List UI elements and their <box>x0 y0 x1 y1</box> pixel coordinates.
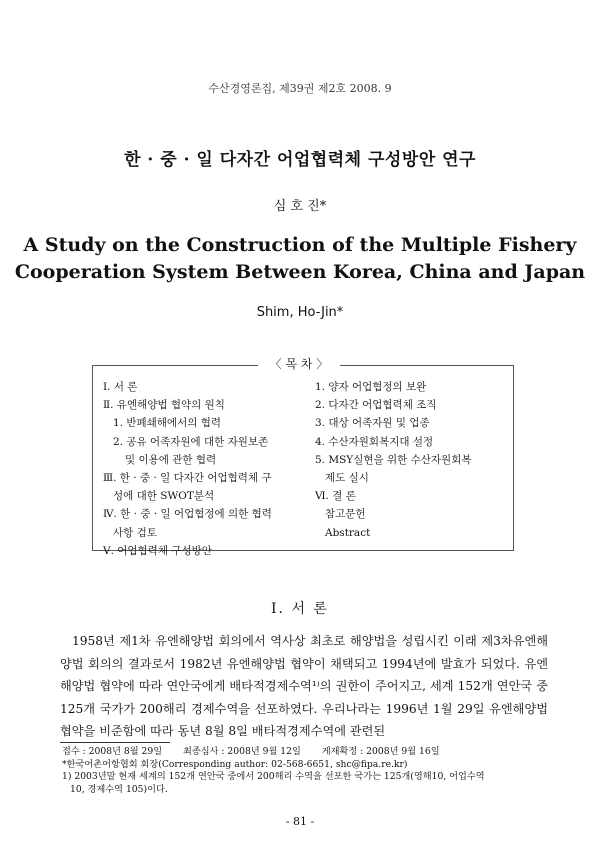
paper-title-korean: 한 · 중 · 일 다자간 어업협력체 구성방안 연구 <box>124 150 476 170</box>
toc-item: 성에 대한 SWOT분석 <box>113 490 215 503</box>
toc-item: 2. 공유 어족자원에 대한 자원보존 <box>113 435 269 448</box>
toc-item: 4. 수산자원회복지대 설정 <box>315 435 434 448</box>
corresponding-author: *한국어촌어항협회 회장(Corresponding author: 02-568-6651, shc@fipa.re.kr) <box>62 758 408 770</box>
toc-item: Ⅲ. 한 · 중 · 일 다자간 어업협력체 구 <box>103 472 272 485</box>
toc-item: Ⅵ. 결 론 <box>315 490 356 503</box>
toc-item: 1. 반폐쇄해에서의 협력 <box>113 417 221 430</box>
author-english: Shim, Ho-Jin* <box>256 305 344 320</box>
toc-right-column <box>315 378 510 542</box>
accepted-date: 게재확정 : 2008년 9월 16일 <box>321 746 440 757</box>
toc-item: Ⅰ. 서 론 <box>103 381 138 393</box>
toc-item: 사항 검토 <box>113 526 157 539</box>
received-date: 접수 : 2008년 8월 29일 <box>62 746 163 757</box>
review-date: 최종심사 : 2008년 9월 12일 <box>183 746 301 757</box>
submission-dates <box>62 746 552 759</box>
footnote-1: 1) 2003년말 현재 세계의 152개 연안국 중에서 200해리 수역을 선포한 국가는 125개(영해10, 어업수역 <box>62 771 485 783</box>
footnote-1-continued: 10, 경제수역 105)이다. <box>70 783 168 795</box>
toc-item: Ⅳ. 한 · 중 · 일 어업협정에 의한 협력 <box>103 508 272 521</box>
table-of-contents <box>92 365 514 557</box>
toc-item: 2. 다자간 어업협력체 조직 <box>315 399 437 412</box>
toc-item: 1. 양자 어업협정의 보완 <box>315 381 427 393</box>
toc-heading: 〈 목 차 〉 <box>258 355 340 372</box>
toc-item: Ⅱ. 유엔해양법 협약의 원칙 <box>103 399 225 412</box>
paper-title-english <box>0 232 600 286</box>
toc-item: Abstract <box>325 526 371 539</box>
body-paragraph <box>60 630 548 743</box>
toc-item: Ⅴ. 어업협력체 구성방안 <box>103 544 212 557</box>
toc-item: 3. 대상 어족자원 및 업종 <box>315 417 430 430</box>
title-en-line-2: Cooperation System Between Korea, China and Japan <box>14 261 586 283</box>
footnote-divider <box>60 742 170 743</box>
author-korean: 심 호 진* <box>273 199 327 214</box>
toc-item: 제도 실시 <box>325 472 369 485</box>
section-title: Ⅰ. 서 론 <box>271 601 329 617</box>
footnotes <box>62 746 552 796</box>
toc-item: 5. MSY실현을 위한 수산자원회복 <box>315 453 472 466</box>
title-en-line-1: A Study on the Construction of the Multiple Fishery <box>23 234 577 256</box>
toc-item: 및 이용에 관한 협력 <box>125 453 217 466</box>
toc-left-column <box>103 378 308 560</box>
paragraph-text: 1958년 제1차 유엔해양법 회의에서 역사상 최초로 해양법을 성립시킨 이래 제3차유엔해양법 회의의 결과로서 1982년 유엔해양법 협약이 채택되고 1994년에 발효가 되었다. 유엔해양법 협약에 따라 연안국에게 배타적경제수역¹⁾의 권한이 주어지고, 세계 152개 연안국 중 125개 국가가 200해리 경제수역을 선포하였다. 우리나라는 1996년 1월 29일 유엔해양법 협약을 비준함에 따라 동년 8월 8일 배타적경제수역에 관련된 <box>60 634 548 738</box>
toc-item: 참고문헌 <box>325 508 366 521</box>
page-number: - 81 - <box>285 815 315 828</box>
journal-header: 수산경영론집, 제39권 제2호 2008. 9 <box>208 82 392 95</box>
